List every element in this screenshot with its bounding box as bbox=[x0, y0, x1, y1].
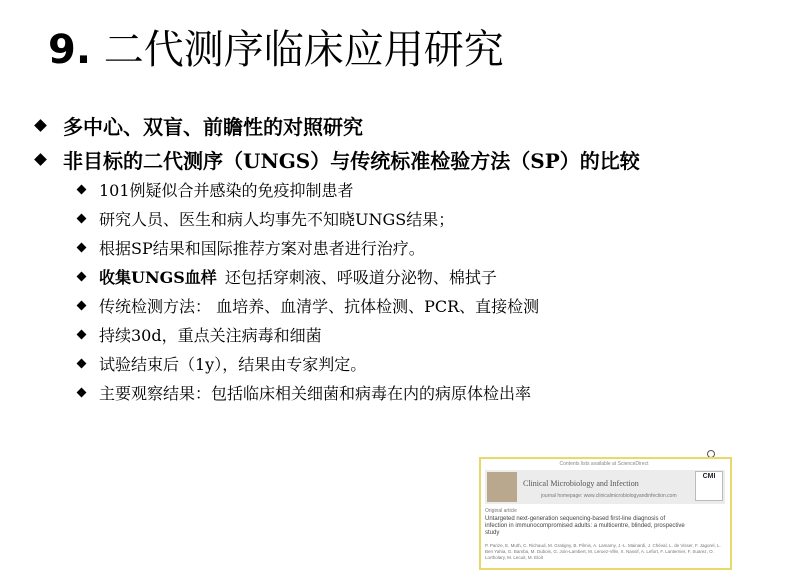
bullet-text: 多中心、双盲、前瞻性的对照研究 bbox=[63, 115, 363, 139]
sub-bullet-item bbox=[78, 323, 322, 346]
diamond-bullet-icon bbox=[77, 214, 87, 224]
diamond-bullet-icon bbox=[77, 272, 87, 282]
diamond-bullet-icon bbox=[77, 388, 87, 398]
bullet-text: 非目标的二代测序（UNGS）与传统标准检验方法（SP）的比较 bbox=[63, 149, 640, 173]
sub-bullet-text: 101例疑似合并感染的免疫抑制患者 bbox=[99, 181, 354, 200]
paper-authors: P. Parize, E. Muth, C. Richaud, M. Gratigny, B. Pilmis, A. Lamamy, J.-L. Mainardi, J. Chéval, L. de Visser, F. Jagorel, L. Ben Yahia, G. Bamba, M. Dubois, G. Join-Lambert, M. Leruez-Ville, X. Nassif, A. Lefort, F. Lanternier, F. Suarez, O. Lortholary, M. Lecuit, M. Eloit bbox=[485, 543, 721, 560]
sub-bullet-item bbox=[78, 178, 354, 201]
publisher-logo-icon bbox=[487, 472, 517, 502]
sub-bullet-text: 传统检测方法： 血培养、血清学、抗体检测、PCR、直接检测 bbox=[99, 297, 540, 316]
sub-bullet-item bbox=[78, 236, 425, 259]
diamond-bullet-icon bbox=[77, 185, 87, 195]
sub-bullet-text: 还包括穿刺液、呼吸道分泌物、棉拭子 bbox=[224, 268, 497, 287]
diamond-bullet-icon bbox=[34, 119, 47, 132]
sub-bullet-text: 根据SP结果和国际推荐方案对患者进行治疗。 bbox=[99, 239, 425, 258]
title-number: 9. bbox=[48, 27, 92, 73]
diamond-bullet-icon bbox=[34, 153, 47, 166]
sub-bullet-text: 试验结束后（1y），结果由专家判定。 bbox=[99, 355, 367, 374]
title-text: 二代测序临床应用研究 bbox=[103, 27, 504, 73]
diamond-bullet-icon bbox=[77, 243, 87, 253]
paper-title: Untargeted next-generation sequencing-based first-line diagnosis of infection in immunocompromised adults: a multicentre, blinded, prospective study bbox=[485, 516, 685, 536]
sub-bullet-text: 研究人员、医生和病人均事先不知晓UNGS结果； bbox=[99, 210, 455, 229]
diamond-bullet-icon bbox=[77, 359, 87, 369]
diamond-bullet-icon bbox=[77, 330, 87, 340]
journal-homepage: journal homepage: www.clinicalmicrobiologyandinfection.com bbox=[541, 493, 677, 499]
sub-bullet-item bbox=[78, 207, 454, 230]
diamond-bullet-icon bbox=[77, 301, 87, 311]
cmi-badge: CMI bbox=[695, 471, 723, 501]
bullet-item bbox=[36, 145, 640, 174]
sub-bullet-text: 持续30d，重点关注病毒和细菌 bbox=[99, 326, 322, 345]
sub-bullet-item bbox=[78, 381, 531, 404]
sub-bullet-text: 主要观察结果：包括临床相关细菌和病毒在内的病原体检出率 bbox=[99, 384, 532, 403]
bullet-item bbox=[36, 111, 363, 140]
sub-bullet-item bbox=[78, 265, 497, 288]
paper-thumbnail-image[interactable] bbox=[479, 457, 732, 570]
page-title bbox=[48, 18, 504, 75]
sub-bullet-strong-text: 收集UNGS血样 bbox=[99, 268, 217, 287]
journal-name: Clinical Microbiology and Infection bbox=[523, 479, 639, 488]
sub-bullet-item bbox=[78, 294, 539, 317]
paper-header-strip: Contents lists available at ScienceDirect bbox=[559, 461, 649, 467]
sub-bullet-item bbox=[78, 352, 366, 375]
article-type: Original article bbox=[485, 508, 517, 514]
